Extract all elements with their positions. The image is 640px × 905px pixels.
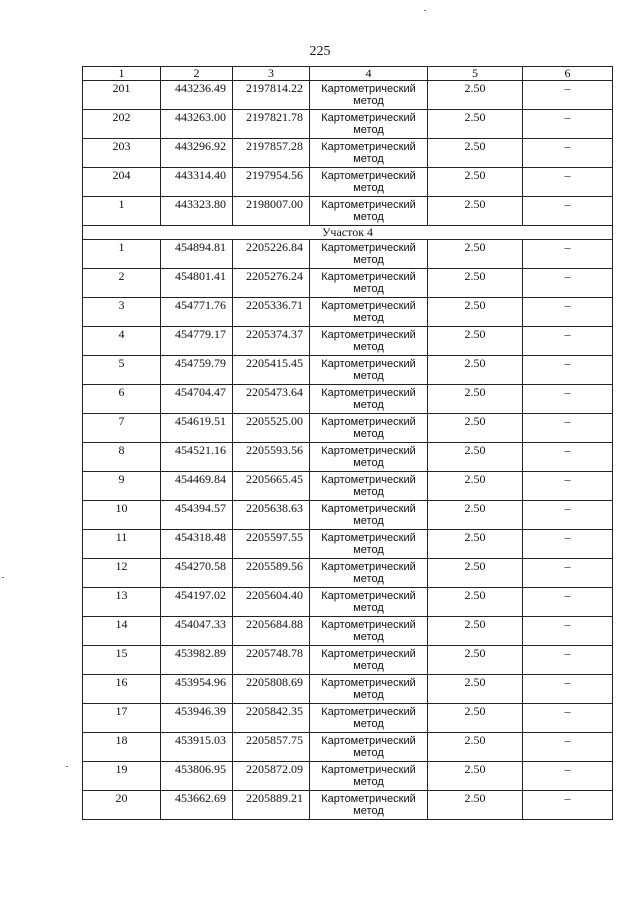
x-coordinate-cell: 454759.79 (161, 356, 233, 385)
point-number-cell: 7 (83, 414, 161, 443)
table-row (83, 501, 613, 530)
note-cell: – (523, 791, 613, 820)
accuracy-cell: 2.50 (428, 139, 523, 168)
x-coordinate-cell: 454704.47 (161, 385, 233, 414)
method-cell: Картометрический метод (310, 559, 428, 588)
column-header: 5 (428, 67, 523, 81)
table-row (83, 414, 613, 443)
accuracy-cell: 2.50 (428, 733, 523, 762)
accuracy-cell: 2.50 (428, 168, 523, 197)
point-number-cell: 1 (83, 240, 161, 269)
x-coordinate-cell: 443296.92 (161, 139, 233, 168)
x-coordinate-cell: 453946.39 (161, 704, 233, 733)
x-coordinate-cell: 443263.00 (161, 110, 233, 139)
point-number-cell: 5 (83, 356, 161, 385)
point-number-cell: 19 (83, 762, 161, 791)
point-number-cell: 1 (83, 197, 161, 226)
y-coordinate-cell: 2205226.84 (233, 240, 310, 269)
method-cell: Картометрический метод (310, 139, 428, 168)
accuracy-cell: 2.50 (428, 501, 523, 530)
method-cell: Картометрический метод (310, 240, 428, 269)
point-number-cell: 18 (83, 733, 161, 762)
note-cell: – (523, 646, 613, 675)
accuracy-cell: 2.50 (428, 197, 523, 226)
method-cell: Картометрический метод (310, 81, 428, 110)
table-row (83, 385, 613, 414)
scan-speck (66, 766, 68, 767)
method-cell: Картометрический метод (310, 385, 428, 414)
accuracy-cell: 2.50 (428, 298, 523, 327)
x-coordinate-cell: 454394.57 (161, 501, 233, 530)
accuracy-cell: 2.50 (428, 414, 523, 443)
column-header: 6 (523, 67, 613, 81)
point-number-cell: 2 (83, 269, 161, 298)
section-header-body (83, 226, 613, 240)
y-coordinate-cell: 2197814.22 (233, 81, 310, 110)
accuracy-cell: 2.50 (428, 588, 523, 617)
table-row (83, 81, 613, 110)
table-row (83, 762, 613, 791)
coordinates-table (82, 66, 613, 820)
y-coordinate-cell: 2205589.56 (233, 559, 310, 588)
method-cell: Картометрический метод (310, 733, 428, 762)
y-coordinate-cell: 2197954.56 (233, 168, 310, 197)
note-cell: – (523, 588, 613, 617)
note-cell: – (523, 81, 613, 110)
y-coordinate-cell: 2205808.69 (233, 675, 310, 704)
table-row (83, 646, 613, 675)
accuracy-cell: 2.50 (428, 617, 523, 646)
y-coordinate-cell: 2205597.55 (233, 530, 310, 559)
accuracy-cell: 2.50 (428, 327, 523, 356)
accuracy-cell: 2.50 (428, 356, 523, 385)
accuracy-cell: 2.50 (428, 385, 523, 414)
accuracy-cell: 2.50 (428, 704, 523, 733)
note-cell: – (523, 356, 613, 385)
table-row (83, 356, 613, 385)
y-coordinate-cell: 2197821.78 (233, 110, 310, 139)
method-cell: Картометрический метод (310, 414, 428, 443)
y-coordinate-cell: 2205842.35 (233, 704, 310, 733)
page-number: 225 (309, 44, 331, 59)
scan-speck (424, 10, 426, 11)
note-cell: – (523, 197, 613, 226)
table-row (83, 197, 613, 226)
scan-speck (2, 577, 4, 578)
table-row (83, 704, 613, 733)
method-cell: Картометрический метод (310, 356, 428, 385)
point-number-cell: 8 (83, 443, 161, 472)
y-coordinate-cell: 2205604.40 (233, 588, 310, 617)
y-coordinate-cell: 2197857.28 (233, 139, 310, 168)
method-cell: Картометрический метод (310, 298, 428, 327)
table-row (83, 298, 613, 327)
x-coordinate-cell: 454469.84 (161, 472, 233, 501)
note-cell: – (523, 443, 613, 472)
y-coordinate-cell: 2205473.64 (233, 385, 310, 414)
table-row (83, 588, 613, 617)
section-title: Участок 4 (83, 226, 613, 240)
note-cell: – (523, 168, 613, 197)
method-cell: Картометрический метод (310, 675, 428, 704)
point-number-cell: 20 (83, 791, 161, 820)
table-header (83, 67, 613, 81)
accuracy-cell: 2.50 (428, 762, 523, 791)
x-coordinate-cell: 454894.81 (161, 240, 233, 269)
note-cell: – (523, 530, 613, 559)
y-coordinate-cell: 2205276.24 (233, 269, 310, 298)
table-row (83, 559, 613, 588)
accuracy-cell: 2.50 (428, 240, 523, 269)
point-number-cell: 12 (83, 559, 161, 588)
note-cell: – (523, 298, 613, 327)
note-cell: – (523, 269, 613, 298)
point-number-cell: 13 (83, 588, 161, 617)
method-cell: Картометрический метод (310, 588, 428, 617)
method-cell: Картометрический метод (310, 617, 428, 646)
accuracy-cell: 2.50 (428, 646, 523, 675)
point-number-cell: 6 (83, 385, 161, 414)
table-row (83, 733, 613, 762)
y-coordinate-cell: 2205336.71 (233, 298, 310, 327)
point-number-cell: 4 (83, 327, 161, 356)
x-coordinate-cell: 453954.96 (161, 675, 233, 704)
table-row (83, 530, 613, 559)
note-cell: – (523, 733, 613, 762)
x-coordinate-cell: 454771.76 (161, 298, 233, 327)
x-coordinate-cell: 443236.49 (161, 81, 233, 110)
y-coordinate-cell: 2205857.75 (233, 733, 310, 762)
accuracy-cell: 2.50 (428, 791, 523, 820)
y-coordinate-cell: 2205889.21 (233, 791, 310, 820)
accuracy-cell: 2.50 (428, 675, 523, 704)
x-coordinate-cell: 443314.40 (161, 168, 233, 197)
x-coordinate-cell: 454047.33 (161, 617, 233, 646)
y-coordinate-cell: 2205374.37 (233, 327, 310, 356)
x-coordinate-cell: 454779.17 (161, 327, 233, 356)
x-coordinate-cell: 454197.02 (161, 588, 233, 617)
accuracy-cell: 2.50 (428, 559, 523, 588)
point-number-cell: 9 (83, 472, 161, 501)
x-coordinate-cell: 443323.80 (161, 197, 233, 226)
y-coordinate-cell: 2205593.56 (233, 443, 310, 472)
note-cell: – (523, 110, 613, 139)
note-cell: – (523, 559, 613, 588)
table-row (83, 617, 613, 646)
note-cell: – (523, 385, 613, 414)
x-coordinate-cell: 453982.89 (161, 646, 233, 675)
method-cell: Картометрический метод (310, 327, 428, 356)
point-number-cell: 16 (83, 675, 161, 704)
method-cell: Картометрический метод (310, 501, 428, 530)
accuracy-cell: 2.50 (428, 81, 523, 110)
column-header: 2 (161, 67, 233, 81)
table-body-section-b (83, 240, 613, 820)
x-coordinate-cell: 453915.03 (161, 733, 233, 762)
note-cell: – (523, 617, 613, 646)
table-body-section-a (83, 81, 613, 226)
point-number-cell: 10 (83, 501, 161, 530)
table-row (83, 791, 613, 820)
method-cell: Картометрический метод (310, 269, 428, 298)
note-cell: – (523, 762, 613, 791)
point-number-cell: 202 (83, 110, 161, 139)
accuracy-cell: 2.50 (428, 269, 523, 298)
y-coordinate-cell: 2205525.00 (233, 414, 310, 443)
point-number-cell: 15 (83, 646, 161, 675)
note-cell: – (523, 327, 613, 356)
table-row (83, 269, 613, 298)
y-coordinate-cell: 2205415.45 (233, 356, 310, 385)
x-coordinate-cell: 453662.69 (161, 791, 233, 820)
point-number-cell: 203 (83, 139, 161, 168)
y-coordinate-cell: 2205684.88 (233, 617, 310, 646)
method-cell: Картометрический метод (310, 530, 428, 559)
accuracy-cell: 2.50 (428, 110, 523, 139)
y-coordinate-cell: 2205665.45 (233, 472, 310, 501)
y-coordinate-cell: 2205638.63 (233, 501, 310, 530)
point-number-cell: 3 (83, 298, 161, 327)
method-cell: Картометрический метод (310, 443, 428, 472)
column-header: 4 (310, 67, 428, 81)
method-cell: Картометрический метод (310, 110, 428, 139)
table-row (83, 327, 613, 356)
method-cell: Картометрический метод (310, 762, 428, 791)
point-number-cell: 201 (83, 81, 161, 110)
x-coordinate-cell: 454521.16 (161, 443, 233, 472)
method-cell: Картометрический метод (310, 197, 428, 226)
method-cell: Картометрический метод (310, 168, 428, 197)
x-coordinate-cell: 454318.48 (161, 530, 233, 559)
table-row (83, 240, 613, 269)
y-coordinate-cell: 2205748.78 (233, 646, 310, 675)
point-number-cell: 11 (83, 530, 161, 559)
note-cell: – (523, 704, 613, 733)
accuracy-cell: 2.50 (428, 472, 523, 501)
x-coordinate-cell: 454619.51 (161, 414, 233, 443)
table-row (83, 675, 613, 704)
column-header: 1 (83, 67, 161, 81)
note-cell: – (523, 675, 613, 704)
table-row (83, 472, 613, 501)
point-number-cell: 204 (83, 168, 161, 197)
method-cell: Картометрический метод (310, 646, 428, 675)
y-coordinate-cell: 2198007.00 (233, 197, 310, 226)
method-cell: Картометрический метод (310, 472, 428, 501)
point-number-cell: 17 (83, 704, 161, 733)
note-cell: – (523, 472, 613, 501)
accuracy-cell: 2.50 (428, 530, 523, 559)
note-cell: – (523, 414, 613, 443)
x-coordinate-cell: 454801.41 (161, 269, 233, 298)
accuracy-cell: 2.50 (428, 443, 523, 472)
method-cell: Картометрический метод (310, 704, 428, 733)
table-row (83, 443, 613, 472)
method-cell: Картометрический метод (310, 791, 428, 820)
table-row (83, 110, 613, 139)
column-header: 3 (233, 67, 310, 81)
y-coordinate-cell: 2205872.09 (233, 762, 310, 791)
note-cell: – (523, 139, 613, 168)
note-cell: – (523, 501, 613, 530)
note-cell: – (523, 240, 613, 269)
point-number-cell: 14 (83, 617, 161, 646)
x-coordinate-cell: 454270.58 (161, 559, 233, 588)
table-row (83, 139, 613, 168)
table-row (83, 168, 613, 197)
x-coordinate-cell: 453806.95 (161, 762, 233, 791)
